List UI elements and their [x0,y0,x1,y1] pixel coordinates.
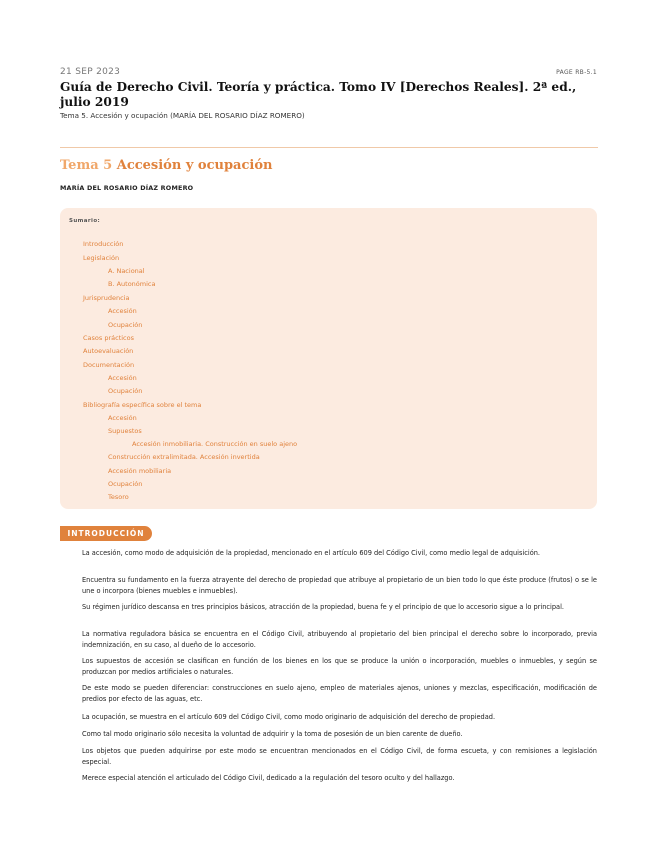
chapter-name: Accesión y ocupación [116,158,273,173]
summary-box [60,208,597,509]
paragraph: Su régimen jurídico descansa en tres principios básicos, atracción de la propiedad, buena fe y el principio de que lo accesorio sigue a lo principal. [82,603,565,611]
chapter-number: Tema 5 [60,158,113,173]
print-date: 21 SEP 2023 [60,67,121,77]
toc-link-documentacion-ocupacion[interactable]: Ocupación [108,387,143,395]
toc-link-supuestos[interactable]: Supuestos [108,427,142,435]
section-heading-badge: INTRODUCCIÓN [60,526,152,541]
toc-link-autonomica[interactable]: B. Autonómica [108,280,156,288]
paragraph: Merece especial atención el articulado del Código Civil, dedicado a la regulación del tesoro oculto y del hallazgo. [82,774,455,782]
toc-link-jurisprudencia-accesion[interactable]: Accesión [108,307,137,315]
paragraph: La accesión, como modo de adquisición de la propiedad, mencionado en el artículo 609 del Código Civil, como medio legal de adquisición. [82,549,541,557]
toc-link-documentacion-accesion[interactable]: Accesión [108,374,137,382]
toc-link-tesoro[interactable]: Tesoro [108,493,129,501]
paragraph: Los objetos que pueden adquirirse por este modo se encuentran mencionados en el Código Civil, de forma escueta, y con remisiones a legislación especial. [82,747,597,766]
document-title: Guía de Derecho Civil. Teoría y práctica. Tomo IV [Derechos Reales]. 2ª ed., julio 2019 [60,80,577,109]
chapter-author: MARÍA DEL ROSARIO DÍAZ ROMERO [60,184,194,192]
page-reference: PAGE RB-5.1 [556,69,597,76]
toc-link-introduccion[interactable]: Introducción [83,240,124,248]
toc-link-jurisprudencia[interactable]: Jurisprudencia [83,294,130,302]
paragraph: La normativa reguladora básica se encuentra en el Código Civil, atribuyendo al propietario del bien principal el derecho sobre lo incorporado, previa indemnización, en su caso, al dueño de lo accesorio. [82,630,597,649]
toc-link-autoevaluacion[interactable]: Autoevaluación [83,347,134,355]
header-divider [60,147,598,148]
toc-link-accesion-mobiliaria[interactable]: Accesión mobiliaria [108,467,172,475]
toc-link-nacional[interactable]: A. Nacional [108,267,145,275]
paragraph: De este modo se pueden diferenciar: construcciones en suelo ajeno, empleo de materiales ajenos, uniones y mezclas, especificación, modificación de predios por efecto de las aguas, etc. [82,684,597,703]
summary-label: Sumario: [69,218,101,224]
paragraph: La ocupación, se muestra en el artículo 609 del Código Civil, como modo originario de adquisición del derecho de propiedad. [82,713,496,721]
toc-link-jurisprudencia-ocupacion[interactable]: Ocupación [108,321,143,329]
toc-link-casos-practicos[interactable]: Casos prácticos [83,334,134,342]
toc-link-bibliografia-accesion[interactable]: Accesión [108,414,137,422]
chapter-heading [60,158,272,173]
document-subtitle: Tema 5. Accesión y ocupación (MARÍA DEL ROSARIO DÍAZ ROMERO) [60,111,305,120]
toc-link-documentacion[interactable]: Documentación [83,361,135,369]
paragraph: Encuentra su fundamento en la fuerza atrayente del derecho de propiedad que atribuye al propietario de un bien todo lo que éste produce (frutos) o se le une o incorpora (bienes muebles e inmuebles). [82,576,597,595]
toc-link-construccion-suelo-ajeno[interactable]: Accesión inmobiliaria. Construcción en suelo ajeno [132,440,298,448]
paragraph: Los supuestos de accesión se clasifican en función de los bienes en los que se produce la unión o incorporación, muebles o inmuebles, y según se produzcan por medios artificiales o naturales. [82,657,597,676]
toc-link-legislacion[interactable]: Legislación [83,254,120,262]
paragraph: Como tal modo originario sólo necesita la voluntad de adquirir y la toma de posesión de un bien carente de dueño. [82,730,463,738]
toc-link-bibliografia-ocupacion[interactable]: Ocupación [108,480,143,488]
toc-link-bibliografia[interactable]: Bibliografía específica sobre el tema [83,401,202,409]
toc-link-construccion-extralimitada[interactable]: Construcción extralimitada. Accesión invertida [108,453,260,461]
